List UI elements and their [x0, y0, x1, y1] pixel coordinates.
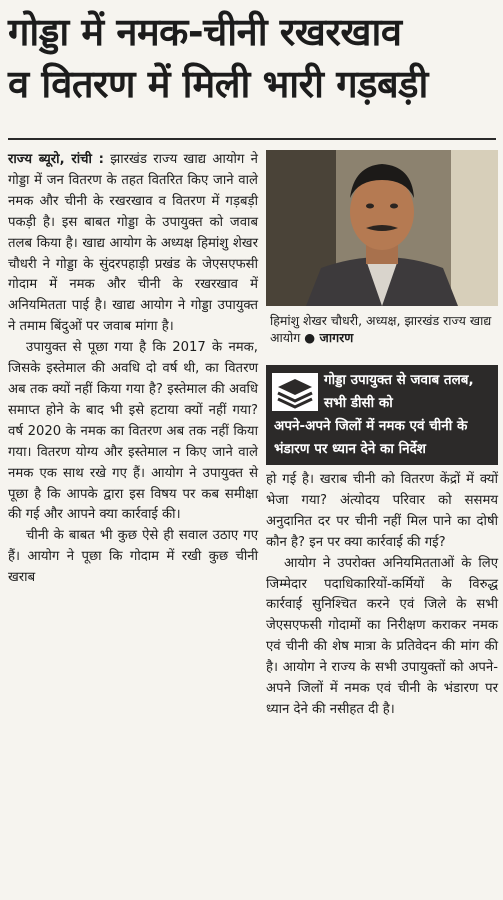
- article-column-1: [8, 150, 258, 589]
- photo-caption: [270, 312, 498, 346]
- callout-line-1: गोड्डा उपायुक्त से जवाब तलब, सभी डीसी को: [324, 372, 474, 411]
- callout-line-2: अपने-अपने जिलों में नमक एवं चीनी के भंडारण पर ध्यान देने का निर्देश: [274, 418, 468, 457]
- portrait-photo: [266, 150, 498, 306]
- stack-icon: [272, 373, 318, 411]
- callout-box: [266, 365, 498, 465]
- caption-source: ● जागरण: [304, 330, 354, 345]
- col2-paragraph-2: आयोग ने उपरोक्त अनियमितताओं के लिए जिम्मेदार पदाधिकारियों-कर्मियों के विरुद्ध कार्रवाई सुनिश्चित करने एवं जिले के सभी जेएसएफसी गोदामों का निरीक्षण कराकर नमक एवं चीनी की शेष मात्रा के प्रतिवेदन की मांग की है। आयोग ने राज्य के सभी उपायुक्तों को अपने-अपने जिलों में नमक एवं चीनी के भंडारण पर ध्यान देने की नसीहत दी है।: [266, 555, 498, 717]
- col2-paragraph-1: हो गई है। खराब चीनी को वितरण केंद्रों में क्यों भेजा गया? अंत्योदय परिवार को ससमय अनुदानित दर पर चीनी नहीं मिल पाने का दोषी कौन है? इन पर क्या कार्रवाई की गई?: [266, 472, 498, 550]
- article-column-2: [266, 470, 498, 721]
- dateline: राज्य ब्यूरो, रांची :: [8, 152, 104, 167]
- portrait-illustration: [266, 150, 498, 306]
- caption-text: हिमांशु शेखर चौधरी, अध्यक्ष, झारखंड राज्य खाद्य आयोग: [270, 313, 492, 345]
- body-paragraph-3: चीनी के बाबत भी कुछ ऐसे ही सवाल उठाए गए हैं। आयोग ने पूछा कि गोदाम में रखी कुछ चीनी खराब: [8, 528, 258, 586]
- intro-text: झारखंड राज्य खाद्य आयोग ने गोड्डा में जन वितरण के तहत वितरित किए जाने वाले नमक और चीनी के रखरखाव व वितरण में गड़बड़ी पकड़ी है। इस बाबत गोड्डा के उपायुक्त को जवाब तलब किया है। खाद्य आयोग के अध्यक्ष हिमांशु शेखर चौधरी ने गोड्डा के सुंदरपहाड़ी प्रखंड के जेएसएफसी गोदाम में नमक और चीनी के रखरखाव में अनियमितता पाई है। खाद्य आयोग ने गोड्डा उपायुक्त ने तमाम बिंदुओं पर जवाब मांगा है।: [8, 152, 258, 335]
- body-paragraph-2: उपायुक्त से पूछा गया है कि 2017 के नमक, जिसके इस्तेमाल की अवधि दो वर्ष थी, का वितरण अब तक क्यों नहीं किया गया है? इस्तेमाल की अवधि समाप्त होने के बाद भी इसे हटाया क्यों नहीं गया? वर्ष 2020 के नमक का वितरण अब तक नहीं किया गया। वितरण योग्य और इस्तेमाल न किए जाने वाले नमक एक साथ रखे गए हैं। आयोग ने उपायुक्त से पूछा है कि आपके द्वारा इस विषय पर कब समीक्षा की गई और आपने क्या कार्रवाई की।: [8, 340, 258, 523]
- headline-line-2: व वितरण में मिली भारी गड़बड़ी: [8, 62, 428, 106]
- headline: [8, 6, 496, 110]
- headline-line-1: गोड्डा में नमक-चीनी रखरखाव: [8, 10, 402, 54]
- headline-divider: [8, 138, 496, 140]
- intro-paragraph: [8, 150, 258, 338]
